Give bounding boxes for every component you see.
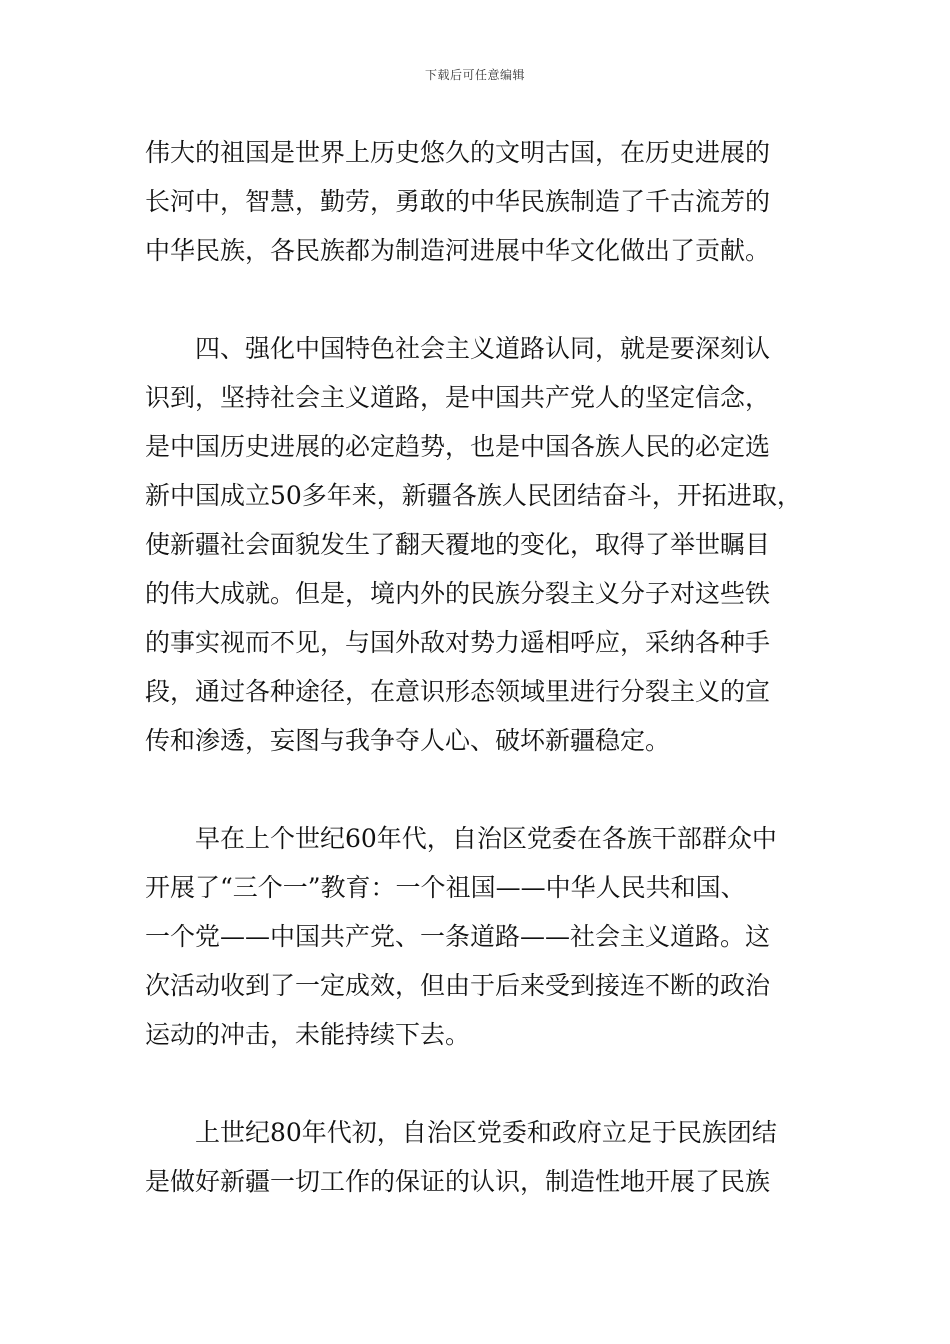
text-line: 长河中，智慧，勤劳，勇敢的中华民族制造了千古流芳的 [145, 187, 771, 216]
text-line: 的伟大成就。但是，境内外的民族分裂主义分子对这些铁 [145, 579, 771, 608]
text-line: 传和渗透，妄图与我争夺人心、破坏新疆稳定。 [145, 726, 671, 755]
text-line: 一个党——中国共产党、一条道路——社会主义道路。这 [145, 922, 771, 951]
text-line: 新中国成立50多年来，新疆各族人民团结奋斗，开拓进取， [145, 481, 802, 510]
text-line: 中华民族，各民族都为制造河进展中华文化做出了贡献。 [145, 236, 771, 265]
text-line: 次活动收到了一定成效，但由于后来受到接连不断的政治 [145, 971, 771, 1000]
text-line: 开展了“三个一”教育：一个祖国——中华人民共和国、 [145, 873, 746, 902]
paragraph-4 [145, 1108, 825, 1206]
text-line: 伟大的祖国是世界上历史悠久的文明古国，在历史进展的 [145, 138, 771, 167]
text-line: 识到，坚持社会主义道路，是中国共产党人的坚定信念， [145, 383, 771, 412]
text-line: 的事实视而不见，与国外敌对势力遥相呼应，采纳各种手 [145, 628, 771, 657]
text-line: 早在上个世纪60年代，自治区党委在各族干部群众中 [145, 824, 777, 853]
page-header-note: 下载后可任意编辑 [424, 68, 525, 82]
document-body [145, 128, 825, 1206]
paragraph-1 [145, 128, 825, 275]
paragraph-2 [145, 324, 825, 765]
text-line: 运动的冲击，未能持续下去。 [145, 1020, 471, 1049]
text-line: 使新疆社会面貌发生了翻天覆地的变化，取得了举世瞩目 [145, 530, 771, 559]
text-line: 是做好新疆一切工作的保证的认识，制造性地开展了民族 [145, 1167, 771, 1196]
paragraph-gap [145, 765, 825, 814]
text-line: 是中国历史进展的必定趋势，也是中国各族人民的必定选 [145, 432, 771, 461]
text-line: 段，通过各种途径，在意识形态领域里进行分裂主义的宣 [145, 677, 771, 706]
paragraph-gap [145, 1059, 825, 1108]
paragraph-gap [145, 275, 825, 324]
text-line: 四、强化中国特色社会主义道路认同，就是要深刻认 [145, 334, 771, 363]
text-line: 上世纪80年代初，自治区党委和政府立足于民族团结 [145, 1118, 777, 1147]
paragraph-3 [145, 814, 825, 1059]
